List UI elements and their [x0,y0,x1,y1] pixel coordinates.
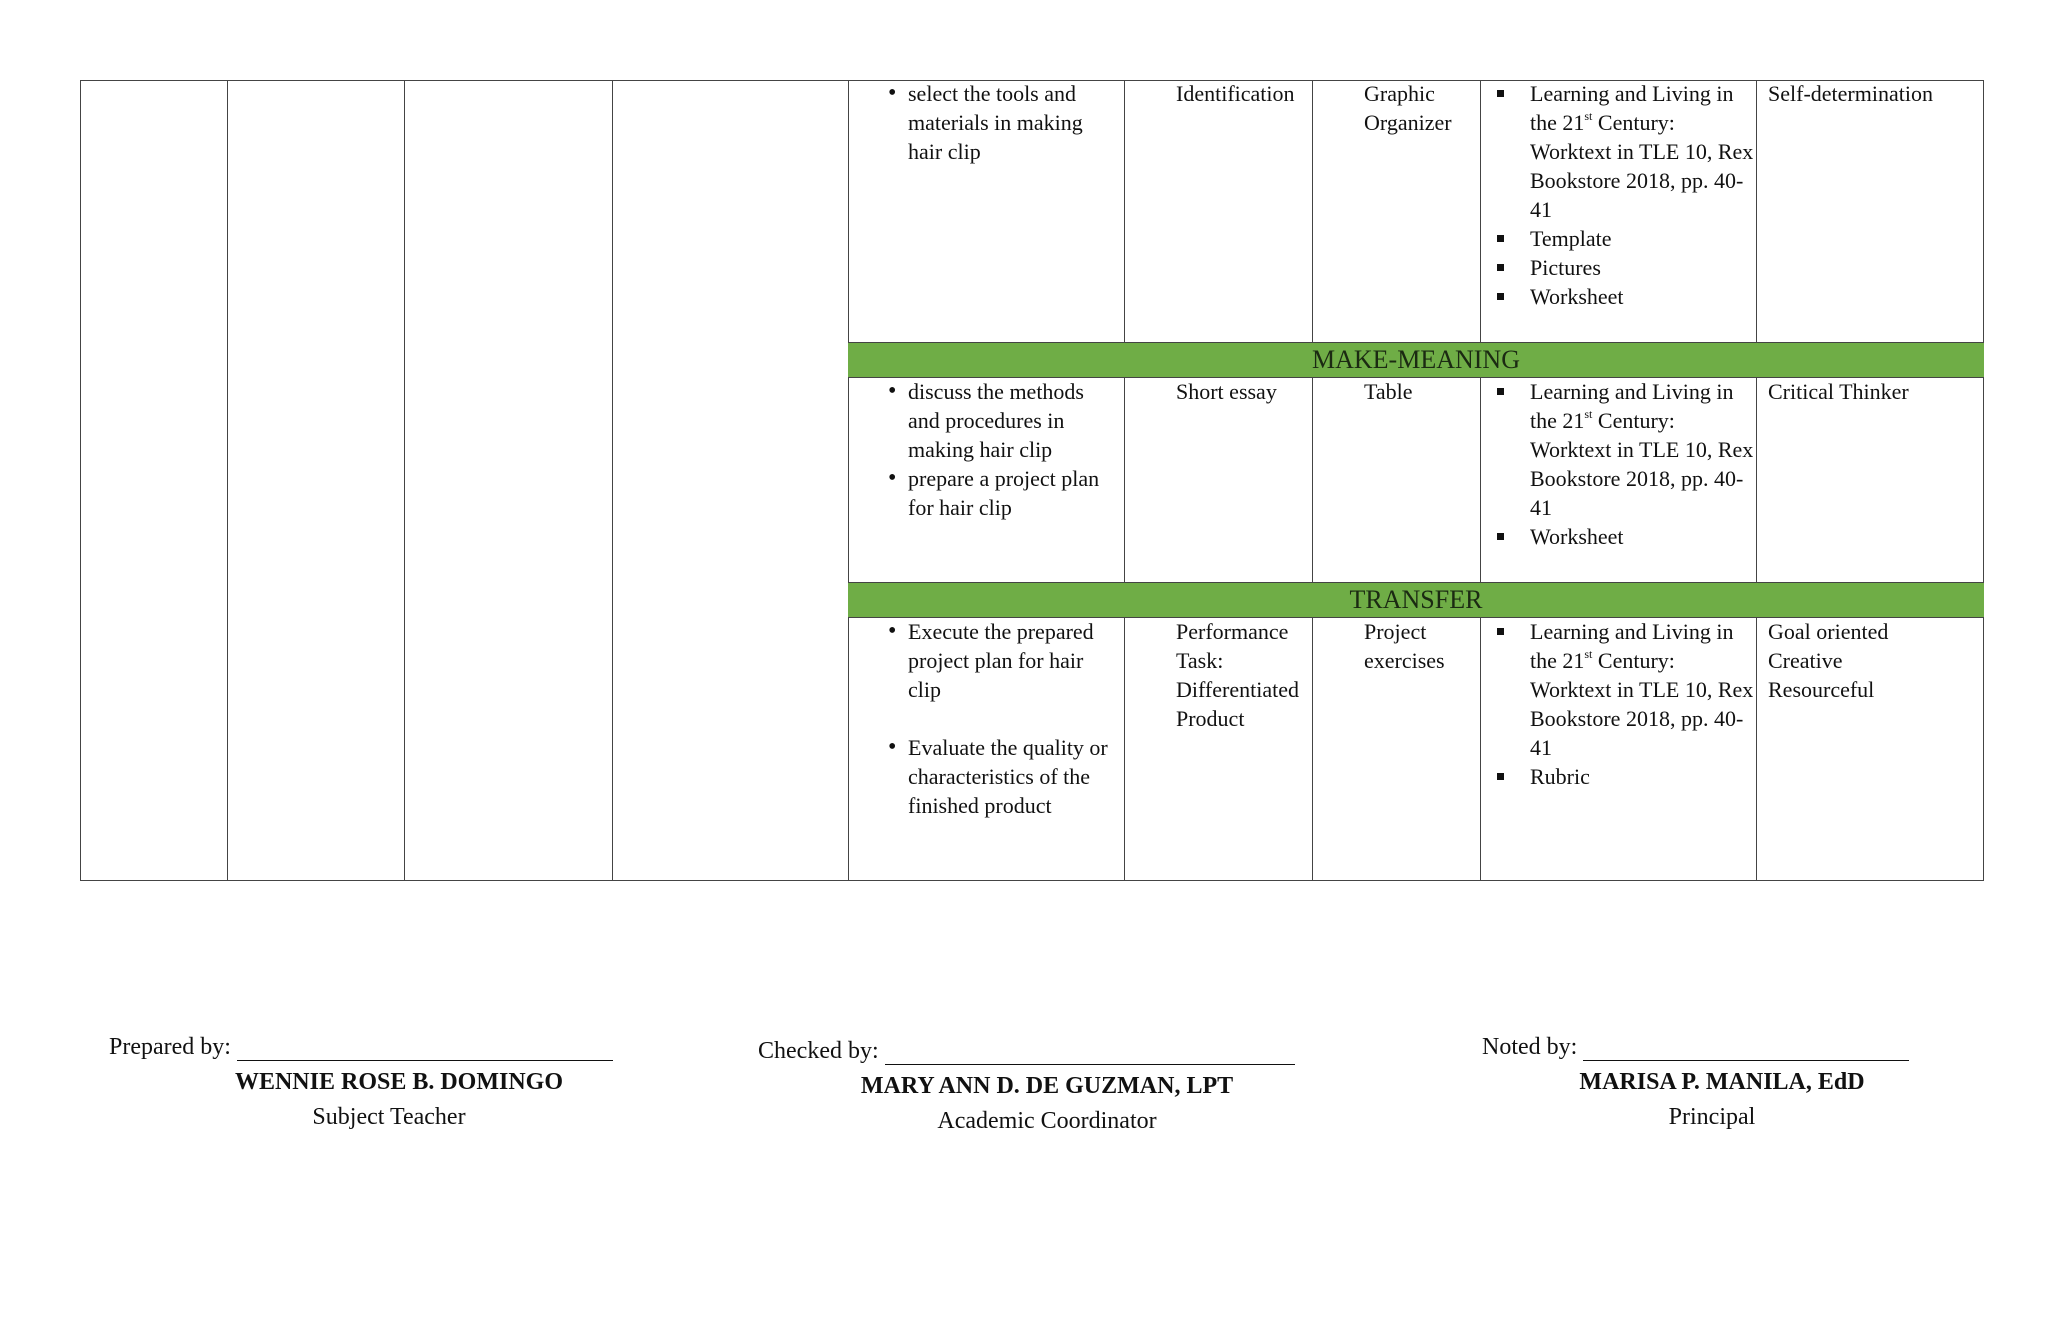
resources-cell [1492,79,1754,311]
stage-transfer [848,582,1984,618]
activity-cell [1364,377,1474,406]
column-divider [1124,377,1125,582]
resource-item: Learning and Living in the 21st Century: Worktext in TLE 10, Rex Bookstore 2018, pp. 40-41 [1492,617,1754,762]
activity-cell [1364,79,1474,137]
objectives-cell [888,617,1108,820]
resource-item: Pictures [1492,253,1754,282]
assessment-cell [1176,377,1306,406]
assessment-text: Short essay [1176,379,1277,404]
objective-item: • Execute the prepared project plan for hair clip [888,617,1108,704]
column-divider [1124,617,1125,881]
stage-make-meaning [848,342,1984,378]
assessment-cell [1176,617,1310,733]
column-divider [1312,377,1313,582]
resource-item: Worksheet [1492,282,1754,311]
activity-text: Project exercises [1364,619,1445,673]
value-text: Self-determination [1768,81,1933,106]
signature-line [1583,1036,1909,1061]
activity-cell [1364,617,1474,675]
column-divider [1480,377,1481,582]
column-divider [1312,617,1313,881]
value-text: Critical Thinker [1768,379,1909,404]
values-cell [1768,79,1978,108]
objective-item: • select the tools and materials in making hair clip [888,79,1108,166]
resources-cell [1492,617,1754,791]
signature-line [885,1040,1295,1065]
column-divider [848,80,849,881]
stage-label: MAKE-MEANING [1312,345,1520,374]
signatory-role: Subject Teacher [312,1104,466,1130]
resource-item: Worksheet [1492,522,1754,551]
value-text: Goal oriented [1768,619,1889,644]
values-cell [1768,377,1978,406]
objectives-cell [888,377,1108,522]
stage-label: TRANSFER [1349,585,1483,614]
signature-label: Noted by: [1482,1034,1578,1060]
column-divider [1480,617,1481,881]
column-divider [1756,617,1757,881]
resource-item: Learning and Living in the 21st Century: Worktext in TLE 10, Rex Bookstore 2018, pp. 40-41 [1492,377,1754,522]
column-divider [1480,80,1481,343]
signatory-role: Academic Coordinator [937,1108,1157,1134]
signatory-role: Principal [1668,1104,1756,1130]
column-divider [227,80,228,881]
objective-item: • Evaluate the quality or characteristics of the finished product [888,733,1108,820]
signatory-name: MARISA P. MANILA, EdD [1579,1069,1865,1095]
column-divider [1124,80,1125,343]
signature-noted [1482,1034,1942,1131]
assessment-text: Identification [1176,81,1295,106]
assessment-text: Performance Task: Differentiated Product [1176,619,1299,731]
column-divider [1756,377,1757,582]
objective-item: • prepare a project plan for hair clip [888,464,1108,522]
activity-text: Table [1364,379,1413,404]
signature-prepared [109,1034,629,1131]
signature-checked [758,1038,1318,1135]
column-divider [1312,80,1313,343]
resource-item: Template [1492,224,1754,253]
values-cell [1768,617,1978,704]
column-divider [404,80,405,881]
resource-item: Rubric [1492,762,1754,791]
resources-cell [1492,377,1754,551]
signature-label: Checked by: [758,1038,879,1064]
signature-line [237,1036,613,1061]
value-text: Creative [1768,648,1843,673]
assessment-cell [1176,79,1306,108]
objective-item: • discuss the methods and procedures in making hair clip [888,377,1108,464]
column-divider [612,80,613,881]
value-text: Resourceful [1768,677,1875,702]
resource-item: Learning and Living in the 21st Century: Worktext in TLE 10, Rex Bookstore 2018, pp. 40-41 [1492,79,1754,224]
activity-text: Graphic Organizer [1364,81,1452,135]
signatory-name: WENNIE ROSE B. DOMINGO [234,1069,564,1095]
column-divider [1756,80,1757,343]
signature-label: Prepared by: [109,1034,231,1060]
objectives-cell [888,79,1108,166]
signatory-name: MARY ANN D. DE GUZMAN, LPT [860,1073,1234,1099]
